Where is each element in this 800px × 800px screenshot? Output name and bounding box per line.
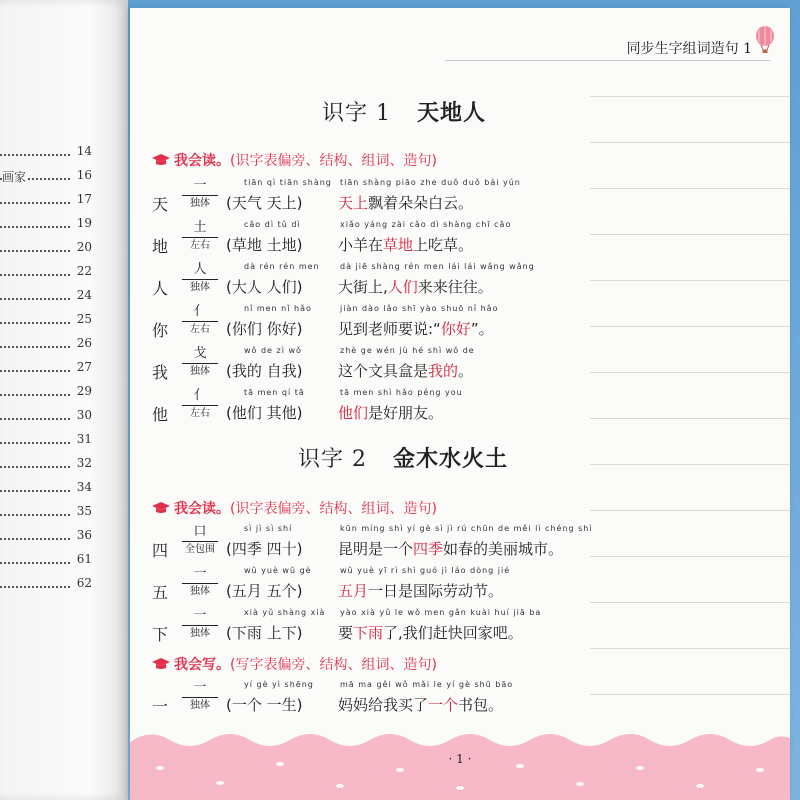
sentence-pinyin: kūn míng shì yí gè sì jì rú chūn de měi lì chéng shì — [340, 524, 593, 533]
toc-row — [0, 526, 92, 546]
radical: 土 — [193, 220, 207, 235]
word-group: (草地 土地) — [226, 236, 303, 254]
lesson-title — [322, 96, 486, 127]
word-group: (五月 五个) — [226, 582, 303, 600]
toc-row — [0, 406, 92, 426]
toc-dots — [0, 226, 70, 228]
sentence-highlight: 四季 — [413, 540, 444, 558]
toc-row — [0, 190, 92, 210]
structure: 左右 — [190, 240, 210, 251]
toc-dots — [0, 538, 70, 540]
toc-dots — [0, 394, 70, 396]
toc-row — [0, 454, 92, 474]
sentence-rest: 了,我们赶快回家吧。 — [383, 624, 523, 642]
fraction-bar — [182, 541, 218, 542]
character-row — [152, 388, 772, 428]
sentence-highlight: 下雨 — [353, 624, 384, 642]
toc-label: 画家 — [2, 170, 27, 184]
toc-dots — [0, 490, 70, 492]
toc-row — [0, 238, 92, 258]
sentence-prefix: 大街上, — [338, 278, 388, 296]
sentence-pinyin: mā ma gěi wǒ mǎi le yí gè shū bāo — [340, 680, 514, 689]
fraction-bar — [182, 363, 218, 364]
character-row — [152, 680, 772, 720]
radical-structure — [180, 346, 220, 379]
fraction-bar — [182, 195, 218, 196]
sentence-rest: 来来往往。 — [417, 278, 493, 296]
lesson-name: 天地人 — [416, 101, 486, 126]
sentence-pinyin: tā men shì hǎo péng you — [340, 388, 463, 397]
word-group: (我的 自我) — [226, 362, 303, 380]
radical: 亻 — [193, 304, 207, 319]
sentence-rest: 。 — [458, 362, 474, 380]
character: 一 — [152, 697, 169, 716]
toc-page-number: 16 — [76, 168, 92, 182]
radical: 口 — [193, 524, 207, 539]
radical-structure — [180, 304, 220, 337]
structure: 独体 — [190, 366, 210, 377]
character-row — [152, 524, 772, 564]
toc-row — [0, 214, 92, 234]
toc-row — [0, 334, 92, 354]
toc-dots — [0, 442, 70, 444]
toc-row — [0, 166, 92, 186]
sentence-highlight: 我的 — [428, 362, 459, 380]
page-header-title: 同步生字组词造句 1 — [626, 41, 752, 57]
radical-structure — [180, 524, 220, 557]
lesson-number: 识字 1 — [322, 101, 391, 126]
lesson-number: 识字 2 — [298, 447, 367, 472]
character: 人 — [152, 279, 169, 298]
toc-page-number: 22 — [76, 264, 92, 278]
sentence-highlight: 他们 — [338, 404, 369, 422]
lesson-name: 金木水火土 — [392, 447, 508, 472]
words-pinyin: xià yǔ shàng xià — [244, 608, 326, 617]
example-sentence — [338, 402, 443, 423]
sentence-rest: 书包。 — [458, 696, 504, 714]
example-sentence — [338, 580, 503, 601]
toc-page-number: 35 — [76, 504, 92, 518]
example-sentence — [338, 360, 473, 381]
toc-row — [0, 382, 92, 402]
character: 五 — [152, 583, 169, 602]
graduation-cap-icon — [152, 658, 170, 670]
character-row — [152, 220, 772, 260]
character-row — [152, 608, 772, 648]
toc-row — [0, 550, 92, 570]
word-group: (天气 天上) — [226, 194, 303, 212]
radical-structure — [180, 388, 220, 421]
toc-dots — [0, 202, 70, 204]
toc-dots — [0, 298, 70, 300]
left-page-toc — [0, 0, 128, 800]
sentence-pinyin: dà jiē shàng rén men lái lái wǎng wǎng — [340, 262, 535, 271]
sentence-prefix: 妈妈给我买了 — [338, 696, 429, 714]
character-row — [152, 566, 772, 606]
right-page — [130, 8, 790, 800]
toc-row — [0, 310, 92, 330]
sentence-pinyin: jiàn dào lǎo shī yào shuō nǐ hǎo — [340, 304, 499, 313]
sentence-rest: 是好朋友。 — [368, 404, 444, 422]
example-sentence — [338, 538, 563, 559]
sentence-prefix: 昆明是一个 — [338, 540, 414, 558]
character-row — [152, 262, 772, 302]
header-divider — [445, 60, 770, 61]
words-pinyin: tiān qì tiān shàng — [244, 178, 332, 187]
word-group: (一个 一生) — [226, 696, 303, 714]
toc-page-number: 31 — [76, 432, 92, 446]
toc-dots — [0, 418, 70, 420]
example-sentence — [338, 318, 494, 339]
radical: 戈 — [193, 346, 207, 361]
graduation-cap-icon — [152, 502, 170, 514]
example-sentence — [338, 192, 473, 213]
section-heading — [152, 498, 437, 518]
structure: 左右 — [190, 408, 210, 419]
word-group: (大人 人们) — [226, 278, 303, 296]
radical: 一 — [193, 566, 207, 581]
radical: 一 — [193, 178, 207, 193]
structure: 独体 — [190, 282, 210, 293]
toc-row — [0, 502, 92, 522]
character-row — [152, 304, 772, 344]
toc-dots — [0, 370, 70, 372]
words-pinyin: tā men qí tā — [244, 388, 305, 397]
sentence-prefix: 要 — [338, 624, 354, 642]
sentence-pinyin: wǔ yuè yī rì shì guó jì láo dòng jié — [340, 566, 511, 575]
fraction-bar — [182, 583, 218, 584]
toc-row — [0, 286, 92, 306]
fraction-bar — [182, 321, 218, 322]
sentence-highlight: 人们 — [387, 278, 418, 296]
words-pinyin: wǒ de zì wǒ — [244, 346, 302, 355]
sentence-rest: 飘着朵朵白云。 — [368, 194, 474, 212]
section-label: 我会读。 — [174, 501, 230, 517]
sentence-prefix: 见到老师要说:“ — [338, 320, 441, 338]
sentence-prefix: 这个文具盒是 — [338, 362, 429, 380]
example-sentence — [338, 276, 493, 297]
character: 天 — [152, 195, 169, 214]
toc-row — [0, 430, 92, 450]
graduation-cap-icon — [152, 154, 170, 166]
character: 地 — [152, 237, 169, 256]
structure: 独体 — [190, 198, 210, 209]
section-label: 我会读。 — [174, 153, 230, 169]
fraction-bar — [182, 237, 218, 238]
lesson-title — [298, 442, 508, 473]
character: 我 — [152, 363, 169, 382]
toc-page-number: 27 — [76, 360, 92, 374]
balloon-icon — [754, 26, 776, 54]
toc-dots — [0, 250, 70, 252]
radical: 人 — [193, 262, 207, 277]
toc-dots — [0, 154, 70, 156]
fraction-bar — [182, 279, 218, 280]
word-group: (四季 四十) — [226, 540, 303, 558]
toc-page-number: 19 — [76, 216, 92, 230]
word-group: (你们 你好) — [226, 320, 303, 338]
page-number: · 1 · — [448, 752, 472, 766]
section-heading — [152, 150, 437, 170]
section-description: (识字表偏旁、结构、组词、造句) — [230, 153, 437, 169]
sentence-rest: 如春的美丽城市。 — [443, 540, 564, 558]
toc-page-number: 61 — [76, 552, 92, 566]
character: 他 — [152, 405, 169, 424]
sentence-pinyin: yào xià yǔ le wǒ men gǎn kuài huí jiā ba — [340, 608, 542, 617]
section-description: (写字表偏旁、结构、组词、造句) — [230, 657, 437, 673]
radical-structure — [180, 220, 220, 253]
toc-row — [0, 142, 92, 162]
example-sentence — [338, 234, 473, 255]
words-pinyin: wǔ yuè wǔ gè — [244, 566, 312, 575]
toc-row — [0, 574, 92, 594]
sentence-pinyin: xiǎo yáng zài cǎo dì shàng chī cǎo — [340, 220, 512, 229]
radical-structure — [180, 680, 220, 713]
sentence-rest: 一日是国际劳动节。 — [368, 582, 504, 600]
radical-structure — [180, 608, 220, 641]
toc-page-number: 32 — [76, 456, 92, 470]
toc-dots — [0, 466, 70, 468]
toc-page-number: 26 — [76, 336, 92, 350]
structure: 全包围 — [185, 544, 215, 555]
words-pinyin: sì jì sì shí — [244, 524, 293, 533]
character: 你 — [152, 321, 169, 340]
example-sentence — [338, 694, 503, 715]
radical-structure — [180, 566, 220, 599]
sentence-rest: 上吃草。 — [413, 236, 474, 254]
sentence-highlight: 草地 — [383, 236, 414, 254]
toc-page-number: 62 — [76, 576, 92, 590]
radical-structure — [180, 262, 220, 295]
structure: 独体 — [190, 628, 210, 639]
toc-page-number: 34 — [76, 480, 92, 494]
structure: 独体 — [190, 586, 210, 597]
section-heading — [152, 654, 437, 674]
sentence-highlight: 你好 — [440, 320, 471, 338]
toc-page-number: 24 — [76, 288, 92, 302]
toc-row — [0, 358, 92, 378]
character-row — [152, 178, 772, 218]
toc-dots — [0, 514, 70, 516]
sentence-prefix: 小羊在 — [338, 236, 384, 254]
toc-dots — [0, 346, 70, 348]
section-description: (识字表偏旁、结构、组词、造句) — [230, 501, 437, 517]
sentence-rest: ”。 — [470, 320, 494, 338]
sentence-highlight: 五月 — [338, 582, 369, 600]
words-pinyin: dà rén rén men — [244, 262, 320, 271]
radical: 亻 — [193, 388, 207, 403]
radical: 一 — [193, 680, 207, 695]
character: 四 — [152, 541, 169, 560]
structure: 左右 — [190, 324, 210, 335]
structure: 独体 — [190, 700, 210, 711]
toc-page-number: 17 — [76, 192, 92, 206]
toc-page-number: 20 — [76, 240, 92, 254]
fraction-bar — [182, 405, 218, 406]
toc-row — [0, 262, 92, 282]
toc-page-number: 29 — [76, 384, 92, 398]
toc-page-number: 30 — [76, 408, 92, 422]
sentence-highlight: 天上 — [338, 194, 369, 212]
radical: 一 — [193, 608, 207, 623]
sentence-highlight: 一个 — [428, 696, 459, 714]
toc-page-number: 36 — [76, 528, 92, 542]
words-pinyin: yí gè yì shēng — [244, 680, 314, 689]
toc-dots — [0, 562, 70, 564]
sentence-pinyin: tiān shàng piāo zhe duǒ duǒ bái yún — [340, 178, 521, 187]
sentence-pinyin: zhè ge wén jù hé shì wǒ de — [340, 346, 475, 355]
words-pinyin: cǎo dì tǔ dì — [244, 220, 301, 229]
character: 下 — [152, 625, 169, 644]
radical-structure — [180, 178, 220, 211]
toc-row — [0, 478, 92, 498]
word-group: (他们 其他) — [226, 404, 303, 422]
character-row — [152, 346, 772, 386]
fraction-bar — [182, 697, 218, 698]
words-pinyin: nǐ men nǐ hǎo — [244, 304, 312, 313]
toc-dots — [0, 322, 70, 324]
toc-page-number: 14 — [76, 144, 92, 158]
toc-page-number: 25 — [76, 312, 92, 326]
toc-dots — [0, 274, 70, 276]
example-sentence — [338, 622, 523, 643]
word-group: (下雨 上下) — [226, 624, 303, 642]
section-label: 我会写。 — [174, 657, 230, 673]
fraction-bar — [182, 625, 218, 626]
toc-dots — [0, 586, 70, 588]
